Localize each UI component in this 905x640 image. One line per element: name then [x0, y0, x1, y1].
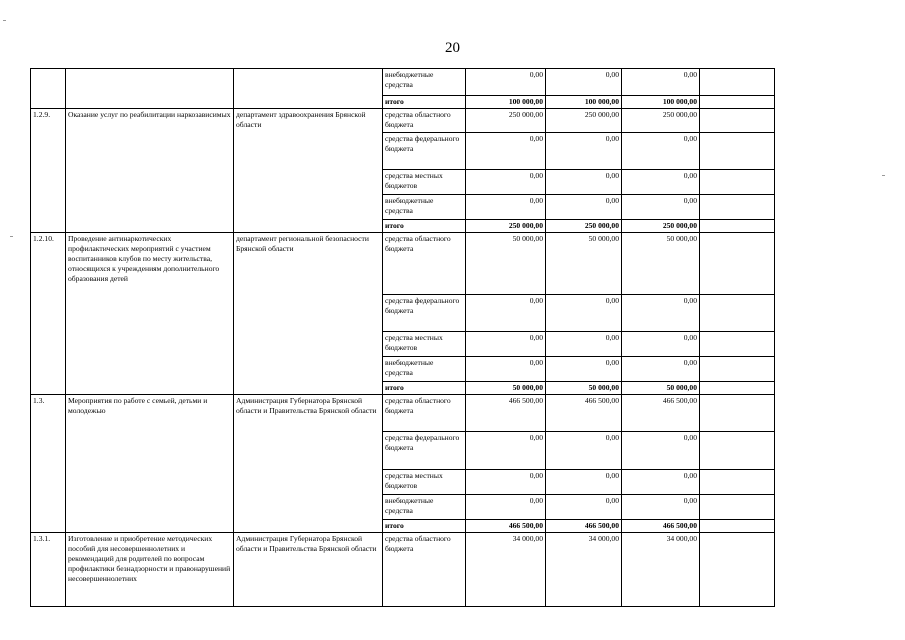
funding-source-cell: средства областного бюджета: [383, 233, 466, 295]
extra-column-cell: [700, 332, 775, 357]
funding-source-cell: средства местных бюджетов: [383, 470, 466, 495]
funding-source-cell: средства федерального бюджета: [383, 295, 466, 332]
executor-cell: департамент региональной безопасности Брянской области: [234, 233, 383, 395]
extra-column-cell: [700, 133, 775, 170]
table-row: [31, 233, 775, 295]
amount-year-3-cell: 50 000,00: [622, 382, 700, 395]
extra-column-cell: [700, 533, 775, 607]
activity-cell: Оказание услуг по реабилитации наркозависимых: [66, 109, 234, 233]
extra-column-cell: [700, 470, 775, 495]
amount-year-1-cell: 0,00: [466, 470, 546, 495]
amount-year-2-cell: 466 500,00: [546, 395, 622, 432]
amount-year-3-cell: 100 000,00: [622, 96, 700, 109]
funding-source-cell: итого: [383, 520, 466, 533]
table-row: [31, 69, 775, 96]
amount-year-1-cell: 0,00: [466, 357, 546, 382]
amount-year-2-cell: 0,00: [546, 495, 622, 520]
amount-year-1-cell: 0,00: [466, 432, 546, 470]
scan-speck: [10, 236, 13, 237]
page-number: 20: [445, 40, 460, 56]
amount-year-1-cell: 100 000,00: [466, 96, 546, 109]
executor-cell: Администрация Губернатора Брянской области и Правительства Брянской области: [234, 395, 383, 533]
funding-source-cell: средства областного бюджета: [383, 533, 466, 607]
amount-year-3-cell: 0,00: [622, 69, 700, 96]
amount-year-3-cell: 0,00: [622, 432, 700, 470]
amount-year-2-cell: 0,00: [546, 332, 622, 357]
amount-year-3-cell: 50 000,00: [622, 233, 700, 295]
item-number-cell: [31, 69, 66, 109]
amount-year-1-cell: 466 500,00: [466, 395, 546, 432]
extra-column-cell: [700, 69, 775, 96]
amount-year-2-cell: 0,00: [546, 295, 622, 332]
table-body: [31, 69, 775, 607]
activity-cell: Проведение антинаркотических профилактических мероприятий с участием воспитанников клубов по месту жительства, относящихся к учреждениям дополнительного образования детей: [66, 233, 234, 395]
item-number-cell: 1.3.: [31, 395, 66, 533]
item-number-cell: 1.2.9.: [31, 109, 66, 233]
amount-year-2-cell: 50 000,00: [546, 382, 622, 395]
scan-speck: [3, 20, 6, 21]
amount-year-3-cell: 466 500,00: [622, 520, 700, 533]
budget-table: [30, 68, 775, 607]
amount-year-3-cell: 0,00: [622, 495, 700, 520]
executor-cell: [234, 69, 383, 109]
funding-source-cell: итого: [383, 96, 466, 109]
amount-year-3-cell: 0,00: [622, 195, 700, 220]
extra-column-cell: [700, 382, 775, 395]
amount-year-3-cell: 34 000,00: [622, 533, 700, 607]
funding-source-cell: средства местных бюджетов: [383, 170, 466, 195]
amount-year-2-cell: 0,00: [546, 133, 622, 170]
amount-year-1-cell: 0,00: [466, 495, 546, 520]
amount-year-2-cell: 100 000,00: [546, 96, 622, 109]
amount-year-3-cell: 466 500,00: [622, 395, 700, 432]
extra-column-cell: [700, 96, 775, 109]
extra-column-cell: [700, 195, 775, 220]
table-row: [31, 533, 775, 607]
activity-cell: Мероприятия по работе с семьей, детьми и молодежью: [66, 395, 234, 533]
amount-year-3-cell: 0,00: [622, 332, 700, 357]
amount-year-1-cell: 250 000,00: [466, 109, 546, 133]
amount-year-2-cell: 50 000,00: [546, 233, 622, 295]
amount-year-2-cell: 466 500,00: [546, 520, 622, 533]
amount-year-2-cell: 0,00: [546, 470, 622, 495]
amount-year-3-cell: 0,00: [622, 295, 700, 332]
amount-year-1-cell: 50 000,00: [466, 382, 546, 395]
amount-year-1-cell: 0,00: [466, 133, 546, 170]
funding-source-cell: внебюджетные средства: [383, 195, 466, 220]
amount-year-3-cell: 250 000,00: [622, 109, 700, 133]
item-number-cell: 1.2.10.: [31, 233, 66, 395]
amount-year-3-cell: 0,00: [622, 133, 700, 170]
table-row: [31, 109, 775, 133]
amount-year-3-cell: 0,00: [622, 357, 700, 382]
amount-year-2-cell: 0,00: [546, 69, 622, 96]
amount-year-1-cell: 0,00: [466, 69, 546, 96]
funding-source-cell: итого: [383, 382, 466, 395]
extra-column-cell: [700, 495, 775, 520]
amount-year-1-cell: 50 000,00: [466, 233, 546, 295]
amount-year-1-cell: 0,00: [466, 295, 546, 332]
activity-cell: Изготовление и приобретение методических пособий для несовершеннолетних и рекомендаций для родителей по вопросам профилактики безнадзорности и правонарушений несовершеннолетних: [66, 533, 234, 607]
amount-year-2-cell: 0,00: [546, 432, 622, 470]
amount-year-2-cell: 34 000,00: [546, 533, 622, 607]
extra-column-cell: [700, 520, 775, 533]
amount-year-3-cell: 0,00: [622, 470, 700, 495]
amount-year-1-cell: 250 000,00: [466, 220, 546, 233]
activity-cell: [66, 69, 234, 109]
amount-year-2-cell: 0,00: [546, 170, 622, 195]
amount-year-1-cell: 0,00: [466, 195, 546, 220]
funding-source-cell: внебюджетные средства: [383, 357, 466, 382]
amount-year-1-cell: 0,00: [466, 332, 546, 357]
amount-year-3-cell: 250 000,00: [622, 220, 700, 233]
extra-column-cell: [700, 220, 775, 233]
funding-source-cell: средства федерального бюджета: [383, 432, 466, 470]
funding-source-cell: внебюджетные средства: [383, 495, 466, 520]
funding-source-cell: средства областного бюджета: [383, 109, 466, 133]
executor-cell: департамент здравоохранения Брянской области: [234, 109, 383, 233]
extra-column-cell: [700, 295, 775, 332]
item-number-cell: 1.3.1.: [31, 533, 66, 607]
scan-speck: [882, 175, 885, 176]
table-row: [31, 395, 775, 432]
funding-source-cell: средства областного бюджета: [383, 395, 466, 432]
extra-column-cell: [700, 170, 775, 195]
amount-year-2-cell: 0,00: [546, 195, 622, 220]
extra-column-cell: [700, 357, 775, 382]
executor-cell: Администрация Губернатора Брянской области и Правительства Брянской области: [234, 533, 383, 607]
funding-source-cell: средства федерального бюджета: [383, 133, 466, 170]
funding-source-cell: внебюджетные средства: [383, 69, 466, 96]
funding-source-cell: итого: [383, 220, 466, 233]
amount-year-3-cell: 0,00: [622, 170, 700, 195]
extra-column-cell: [700, 395, 775, 432]
funding-source-cell: средства местных бюджетов: [383, 332, 466, 357]
amount-year-2-cell: 250 000,00: [546, 109, 622, 133]
amount-year-1-cell: 466 500,00: [466, 520, 546, 533]
amount-year-1-cell: 34 000,00: [466, 533, 546, 607]
extra-column-cell: [700, 432, 775, 470]
amount-year-2-cell: 250 000,00: [546, 220, 622, 233]
amount-year-1-cell: 0,00: [466, 170, 546, 195]
extra-column-cell: [700, 233, 775, 295]
amount-year-2-cell: 0,00: [546, 357, 622, 382]
extra-column-cell: [700, 109, 775, 133]
